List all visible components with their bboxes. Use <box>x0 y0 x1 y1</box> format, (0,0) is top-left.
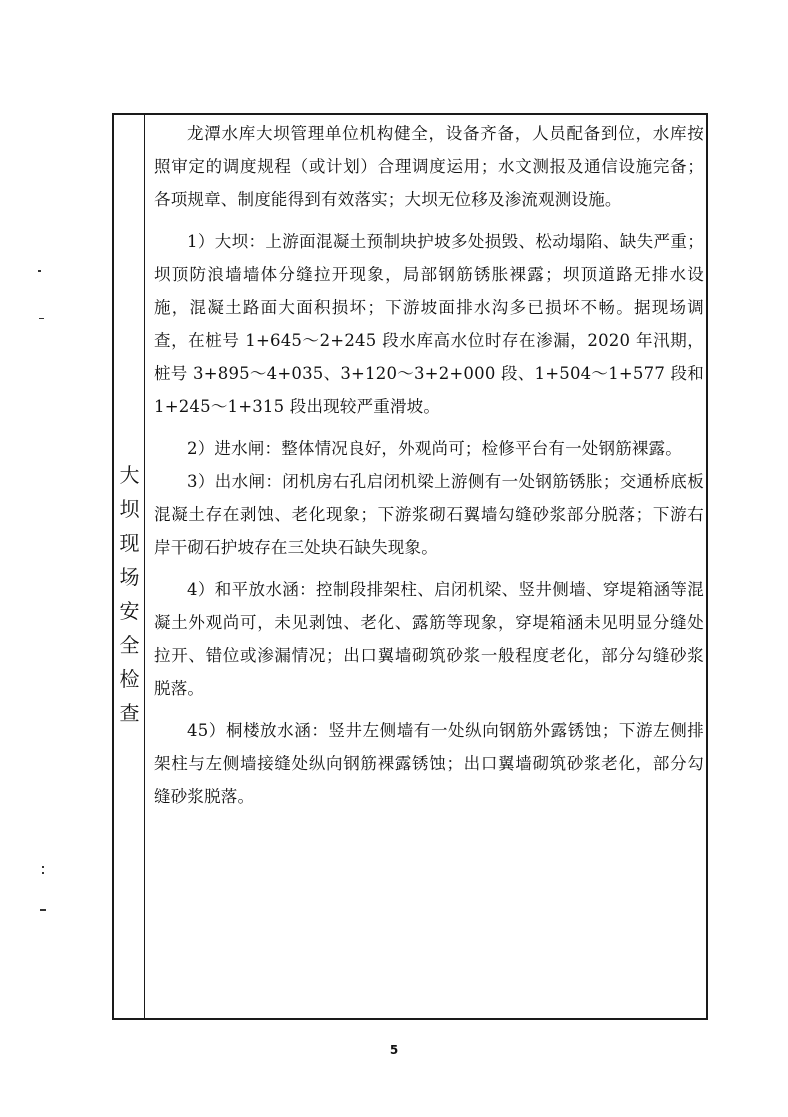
scan-speck <box>39 318 44 319</box>
inspection-table <box>112 113 708 1020</box>
paragraph-outlet-gate: 3）出水闸：闭机房右孔启闭机梁上游侧有一处钢筋锈胀；交通桥底板混凝土存在剥蚀、老化现象；下游浆砌石翼墙勾缝砂浆部分脱落；下游右岸干砌石护坡存在三处块石缺失现象。 <box>154 472 704 557</box>
section-label-char: 查 <box>119 701 140 725</box>
paragraph-inlet-gate: 2）进水闸：整体情况良好，外观尚可；检修平台有一处钢筋裸露。 <box>187 439 682 458</box>
section-label-char: 现 <box>119 531 140 555</box>
section-label-char: 坝 <box>119 497 140 521</box>
section-label-char: 全 <box>119 633 140 657</box>
section-label <box>114 458 145 730</box>
section-label-char: 安 <box>119 599 140 623</box>
paragraph-dam: 1）大坝：上游面混凝土预制块护坡多处损毁、松动塌陷、缺失严重；坝顶防浪墙墙体分缝拉开现象，局部钢筋锈胀裸露；坝顶道路无排水设施，混凝土路面大面积损坏；下游坡面排水沟多已损坏不畅。据现场调查，在桩号 1+645～2+245 段水库高水位时存在渗漏，2020 年汛期，桩号 3+895～4+035、3+120～3+2+000 段、1+504～1+577 段和 1+245～1+315 段出现较严重滑坡。 <box>154 232 704 416</box>
section-label-char: 检 <box>119 667 140 691</box>
paragraph-management: 龙潭水库大坝管理单位机构健全，设备齐备，人员配备到位，水库按照审定的调度规程（或计划）合理调度运用；水文测报及通信设施完备；各项规章、制度能得到有效落实；大坝无位移及渗流观测设施。 <box>154 124 704 209</box>
section-label-char: 场 <box>119 565 140 589</box>
page-number: 5 <box>389 1043 399 1057</box>
paragraph-heping-culvert: 4）和平放水涵：控制段排架柱、启闭机梁、竖井侧墙、穿堤箱涵等混凝土外观尚可，未见剥蚀、老化、露筋等现象，穿堤箱涵未见明显分缝处拉开、错位或渗漏情况；出口翼墙砌筑砂浆一般程度老化，部分勾缝砂浆脱落。 <box>154 580 704 698</box>
scan-speck <box>42 866 44 868</box>
section-label-cell <box>114 115 145 1018</box>
section-label-char: 大 <box>119 463 140 487</box>
inspection-content <box>154 115 704 813</box>
paragraph-tonglou-culvert: 45）桐楼放水涵：竖井左侧墙有一处纵向钢筋外露锈蚀；下游左侧排架柱与左侧墙接缝处纵向钢筋裸露锈蚀；出口翼墙砌筑砂浆老化，部分勾缝砂浆脱落。 <box>154 721 704 806</box>
scan-speck <box>42 872 44 874</box>
scan-speck <box>40 909 46 911</box>
scan-speck <box>38 270 41 272</box>
